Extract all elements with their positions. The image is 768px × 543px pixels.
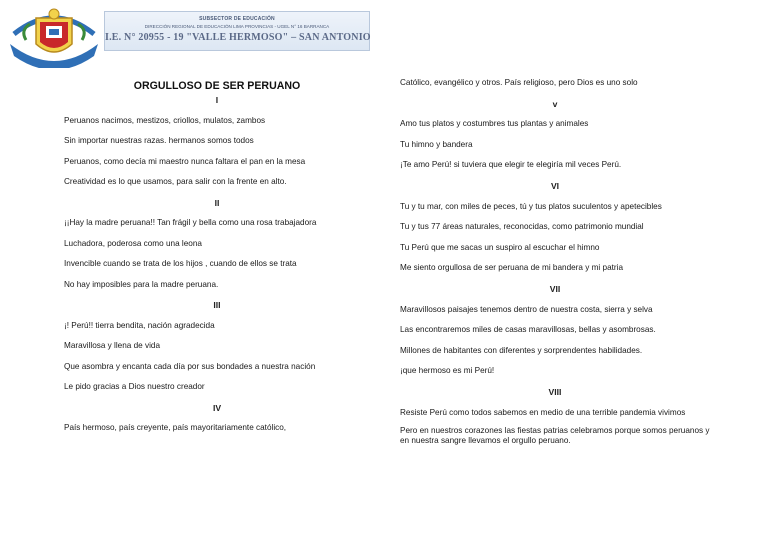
banner-subsector: SUBSECTOR DE EDUCACIÓN: [199, 16, 275, 22]
poem-line: ¡¡Hay la madre peruana!! Tan frágil y bella como una rosa trabajadora: [64, 218, 317, 227]
stanza-number: II: [214, 197, 220, 208]
stanza-number: I: [215, 95, 219, 105]
poem-line: ¡Te amo Perú! si tuviera que elegir te elegiría mil veces Perú.: [400, 160, 622, 170]
poem-line: Tu y tus 77 áreas naturales, reconocidas, como patrimonio mundial: [400, 222, 644, 232]
poem-line: Maravillosa y llena de vida: [64, 341, 161, 350]
poem-line: Pero en nuestros corazones las fiestas patrias celebramos porque somos peruanos y en nuestra sangre llevamos el orgullo peruano.: [400, 426, 710, 446]
poem-line: Amo tus platos y costumbres tus plantas y animales: [400, 119, 589, 129]
poem-line: Peruanos nacimos, mestizos, criollos, mulatos, zambos: [64, 115, 266, 125]
poem-line: Tu himno y bandera: [400, 139, 473, 149]
poem-line: ¡! Perú!! tierra bendita, nación agradecida: [64, 320, 215, 330]
poem-line: Peruanos, como decía mi maestro nunca faltara el pan en la mesa: [64, 156, 306, 166]
poem-right-column: [400, 78, 710, 455]
poem-line: Creatividad es lo que usamos, para salir con la frente en alto.: [64, 177, 287, 186]
stanza-number: v: [552, 98, 558, 109]
poem-line: Resiste Perú como todos sabemos en medio de una terrible pandemia vivimos: [400, 407, 686, 417]
stanza-number: VIII: [548, 386, 562, 397]
stanza-number: VII: [549, 283, 561, 294]
school-crest-logo: [6, 4, 102, 68]
poem-line: Luchadora, poderosa como una leona: [64, 238, 202, 248]
banner-direccion: DIRECCIÓN REGIONAL DE EDUCACIÓN LIMA PROVINCIAS - UGEL N° 16 BARRANCA: [144, 24, 330, 29]
poem-line: Las encontraremos miles de casas maravillosas, bellas y asombrosas.: [400, 325, 656, 335]
poem-line: País hermoso, país creyente, país mayoritariamente católico,: [64, 423, 287, 432]
poem-line: Me siento orgullosa de ser peruana de mi bandera y mi patria: [400, 263, 624, 273]
poem-line: No hay imposibles para la madre peruana.: [64, 279, 219, 289]
poem-line: Le pido gracias a Dios nuestro creador: [64, 382, 205, 391]
stanza-number: III: [213, 300, 221, 310]
poem-line: Tu Perú que me sacas un suspiro al escuchar el himno: [400, 242, 600, 252]
poem-left-column: [64, 78, 370, 444]
poem-line: Que asombra y encanta cada día por sus bondades a nuestra nación: [64, 361, 316, 371]
poem-title: ORGULLOSO DE SER PERUANO: [133, 80, 301, 92]
poem-line: Sin importar nuestras razas. hermanos somos todos: [64, 136, 254, 145]
poem-line: Invencible cuando se trata de los hijos , cuando de ellos se trata: [64, 259, 297, 268]
poem-line: Maravillosos paisajes tenemos dentro de nuestra costa, sierra y selva: [400, 304, 653, 314]
poem-line: Tu y tu mar, con miles de peces, tú y tus platos suculentos y apetecibles: [400, 201, 662, 211]
poem-line: ¡que hermoso es mi Perú!: [400, 366, 495, 376]
banner-school-name: I.E. N° 20955 - 19 "VALLE HERMOSO" – SAN ANTONIO: [105, 32, 371, 43]
poem-line: Católico, evangélico y otros. País religioso, pero Dios es uno solo: [400, 78, 638, 87]
stanza-number: IV: [212, 402, 222, 413]
document-header: [0, 0, 380, 72]
stanza-number: VI: [550, 180, 560, 191]
school-banner: [104, 11, 370, 51]
poem-line: Millones de habitantes con diferentes y sorprendentes habilidades.: [400, 345, 643, 355]
